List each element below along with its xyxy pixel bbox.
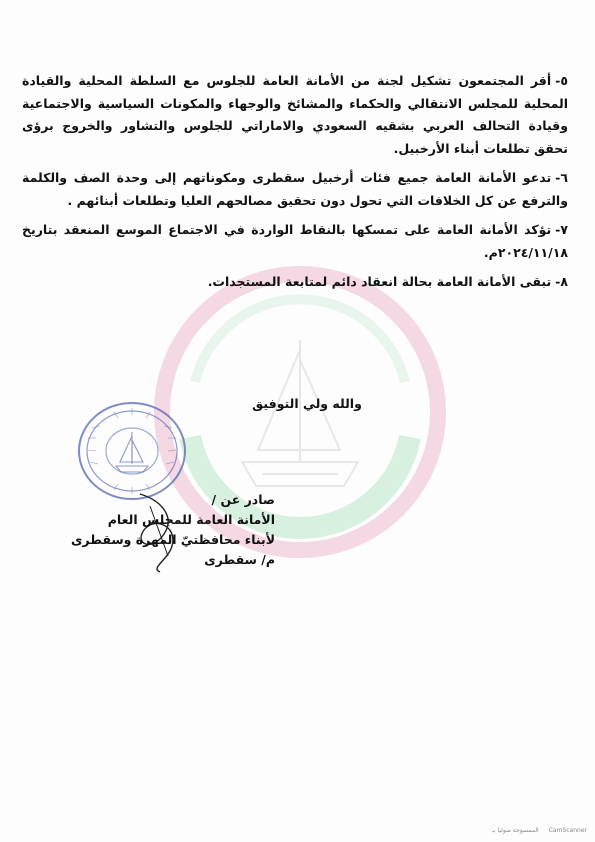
resolution-item-6 (22, 167, 568, 212)
sailboat-icon (242, 340, 358, 486)
closing-phrase: والله ولي التوفيق (252, 396, 362, 411)
issuer-block (15, 490, 275, 570)
item-text: أقر المجتمعون تشكيل لجنة من الأمانة العامة للجلوس مع السلطة المحلية والقيادة المحلية للمجلس الانتقالي والحكماء والمشائخ والوجهاء والمكونات السياسية والاجتماعية وقيادة التحالف العربي بشقيه السعودي والاماراتي للجلوس والتشاور والخروج برؤى تحقق تطلعات أبناء الأرخبيل. (22, 73, 568, 156)
item-text: تدعو الأمانة العامة جميع فئات أرخبيل سقطرى ومكوناتهم إلى وحدة الصف والكلمة والترفع عن كل الخلافات التي تحول دون تحقيق مصالحهم العليا وتطلعات أبنائهم . (22, 170, 568, 208)
issuer-line-1: صادر عن / (211, 492, 275, 507)
scanner-footer (482, 827, 587, 834)
issuer-line-2: الأمانة العامة للمجلس العام (107, 512, 275, 527)
issuer-line-4: م/ سقطرى (204, 552, 275, 567)
resolutions-list (22, 70, 568, 301)
item-number: ٥- (555, 73, 568, 88)
footer-left-text: CamScanner (548, 827, 587, 834)
item-number: ٨- (555, 274, 568, 289)
resolution-item-7 (22, 219, 568, 264)
issuer-line-3: لأبناء محافظتيّ المهرة وسقطرى (70, 532, 275, 547)
item-number: ٧- (555, 222, 568, 237)
resolution-item-5 (22, 70, 568, 160)
resolution-item-8 (22, 271, 568, 294)
footer-right-text: الممسوحة ضوئيا بـ (492, 827, 539, 834)
item-text: تبقى الأمانة العامة بحالة انعقاد دائم لمتابعة المستجدات. (207, 274, 552, 289)
item-text: تؤكد الأمانة العامة على تمسكها بالنقاط الواردة في الاجتماع الموسع المنعقد بتاريخ ٢٠٢٤/١١/١٨م. (22, 222, 568, 260)
item-number: ٦- (555, 170, 568, 185)
